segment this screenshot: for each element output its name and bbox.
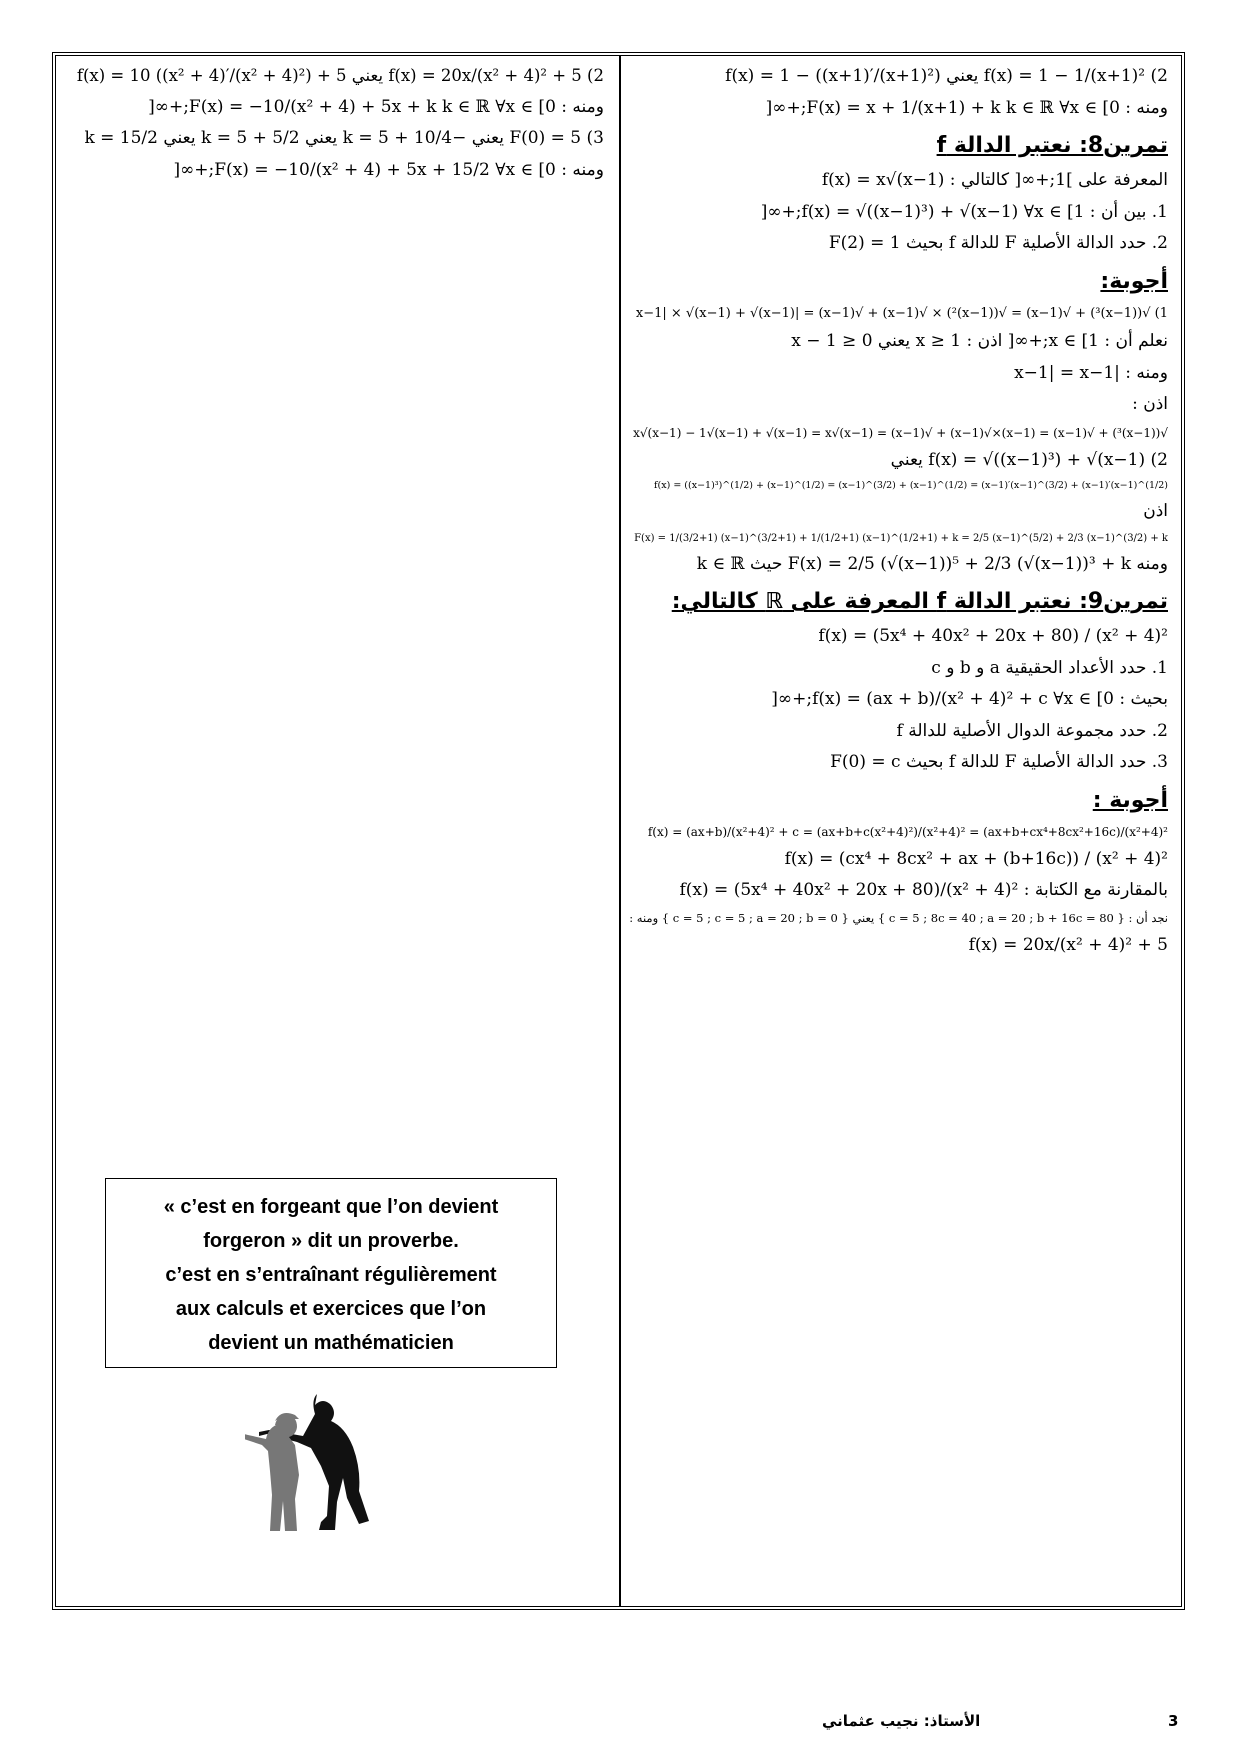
author-credit: الأستاذ: نجيب عثماني: [822, 1712, 981, 1730]
proverb-box: [105, 1178, 557, 1368]
right-column-line: f(x) = (ax+b)/(x²+4)² + c = (ax+b+c(x²+4)²)/(x²+4)² = (ax+b+cx⁴+8cx²+16c)/(x²+4)²: [647, 824, 1168, 839]
right-column-line: ومنه : F(x) = x + 1/(x+1) + k k ∈ ℝ ∀x ∈ [0;+∞[: [765, 97, 1168, 118]
right-column-line: 2. حدد مجموعة الدوال الأصلية للدالة f: [896, 720, 1168, 741]
right-column-line: F(x) = 1/(3/2+1) (x−1)^(3/2+1) + 1/(1/2+1) (x−1)^(1/2+1) + k = 2/5 (x−1)^(5/2) + 2/3 (x−1)^(3/2) + k: [634, 532, 1168, 544]
right-column-line: f(x) = (cx⁴ + 8cx² + ax + (b+16c)) / (x² + 4)²: [784, 848, 1168, 869]
proverb-line: « c’est en forgeant que l’on devient: [163, 1196, 499, 1218]
right-column-line: 1. حدد الأعداد الحقيقية a و b و c: [931, 657, 1168, 678]
right-column-line: 3. حدد الدالة الأصلية F للدالة f بحيث F(0) = c: [830, 752, 1168, 773]
left-column: [70, 64, 604, 189]
right-column-line: 1) √((x−1)³) + √(x−1) = √((x−1)²) × √(x−1) + √(x−1) = |x−1| × √(x−1) + √(x−1): [635, 305, 1168, 321]
left-column-line: ومنه : F(x) = −10/(x² + 4) + 5x + 15/2 ∀x ∈ [0;+∞[: [173, 159, 604, 180]
left-column-line: 3) F(0) = 5 يعني −10/4 + k = 5 يعني k = 5 + 5/2 يعني k = 15/2: [84, 128, 604, 149]
right-column-line: f(x) = (5x⁴ + 40x² + 20x + 80) / (x² + 4)²: [818, 626, 1168, 647]
right-column-heading: أجوبة :: [1092, 787, 1168, 813]
right-column-line: 2) f(x) = 1 − 1/(x+1)² يعني f(x) = 1 − ((x+1)′/(x+1)²): [725, 66, 1168, 86]
right-column-line: نجد أن : { c = 5 ; 8c = 40 ; a = 20 ; b + 16c = 80 } يعني { c = 5 ; c = 5 ; a = 20 ; b = 0 } ومنه :: [629, 910, 1168, 925]
right-column-line: نعلم أن : x ∈ [1;+∞[ اذن : x ≥ 1 يعني x − 1 ≥ 0: [791, 331, 1168, 351]
proverb-line: devient un mathématicien: [208, 1332, 454, 1354]
left-column-line: 2) f(x) = 20x/(x² + 4)² + 5 يعني f(x) = 10 ((x² + 4)′/(x² + 4)²) + 5: [76, 66, 604, 85]
right-column-line: اذن :: [1132, 394, 1168, 414]
right-column-line: 2) f(x) = √((x−1)³) + √(x−1) يعني: [890, 449, 1168, 470]
right-column-line: ومنه : |x−1| = x−1: [1014, 362, 1168, 383]
right-column: [628, 64, 1168, 965]
father-son-silhouette-illustration: [245, 1385, 405, 1540]
proverb-line: forgeron » dit un proverbe.: [203, 1230, 459, 1252]
right-column-line: ومنه F(x) = 2/5 (√(x−1))⁵ + 2/3 (√(x−1))³ + k حيث k ∈ ℝ: [696, 553, 1168, 574]
right-column-line: f(x) = ((x−1)³)^(1/2) + (x−1)^(1/2) = (x−1)^(3/2) + (x−1)^(1/2) = (x−1)′(x−1)^(3/2) + (x−1)′(x−1)^(1/2): [654, 480, 1168, 491]
right-column-line: f(x) = 20x/(x² + 4)² + 5: [968, 935, 1168, 955]
proverb-line: aux calculs et exercices que l’on: [175, 1298, 487, 1320]
right-column-line: 2. حدد الدالة الأصلية F للدالة f بحيث F(2) = 1: [828, 233, 1168, 253]
right-column-heading: تمرين9: نعتبر الدالة f المعرفة على ℝ كالتالي:: [671, 589, 1168, 615]
right-column-line: √((x−1)³) + √(x−1) = (x−1)×√(x−1) + √(x−1) = x√(x−1) − 1√(x−1) + √(x−1) = x√(x−1): [633, 425, 1168, 440]
page-number: 3: [1168, 1712, 1179, 1730]
right-column-line: المعرفة على ]1;+∞[ كالتالي : f(x) = x√(x−1): [821, 170, 1168, 190]
right-column-line: بالمقارنة مع الكتابة : f(x) = (5x⁴ + 40x² + 20x + 80)/(x² + 4)²: [679, 880, 1168, 901]
right-column-heading: أجوبة:: [1100, 268, 1168, 294]
proverb-line: c’est en s’entraînant régulièrement: [165, 1264, 497, 1286]
left-column-line: ومنه : F(x) = −10/(x² + 4) + 5x + k k ∈ ℝ ∀x ∈ [0;+∞[: [148, 96, 604, 117]
right-column-line: بحيث : f(x) = (ax + b)/(x² + 4)² + c ∀x ∈ [0;+∞[: [771, 689, 1168, 710]
right-column-line: اذن: [1143, 501, 1168, 522]
right-column-line: 1. بين أن : f(x) = √((x−1)³) + √(x−1) ∀x ∈ [1;+∞[: [760, 201, 1168, 222]
right-column-heading: تمرين8: نعتبر الدالة f: [936, 133, 1168, 158]
column-divider: [619, 56, 621, 1606]
